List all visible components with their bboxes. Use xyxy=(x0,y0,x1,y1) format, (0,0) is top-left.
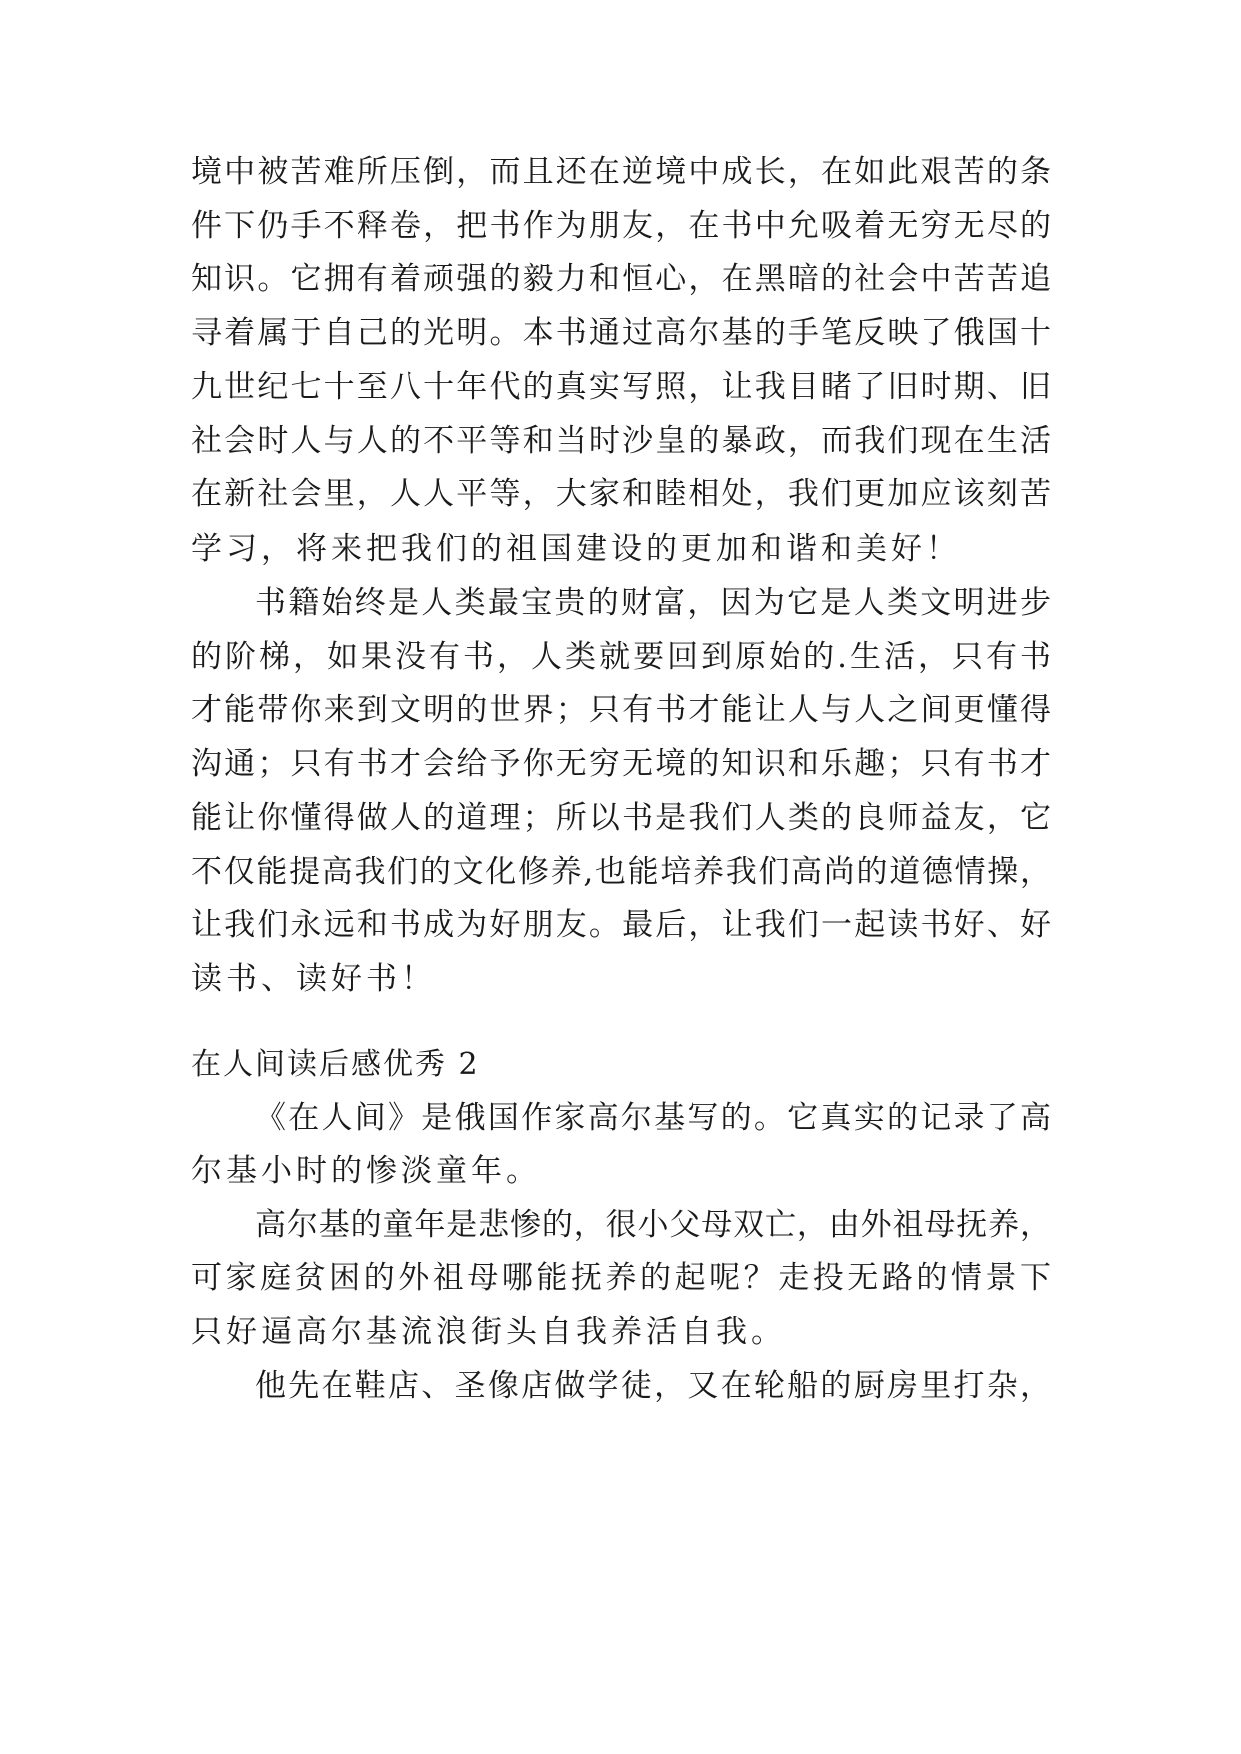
text-line: 高尔基的童年是悲惨的，很小父母双亡，由外祖母抚养， xyxy=(255,1207,1051,1243)
text-line: 在新社会里，人人平等，大家和睦相处，我们更加应该刻苦 xyxy=(191,476,1051,512)
text-line: 的阶梯，如果没有书，人类就要回到原始的.生活，只有书 xyxy=(191,639,1051,675)
text-line: 寻着属于自己的光明。本书通过高尔基的手笔反映了俄国十 xyxy=(191,315,1051,351)
text-line: 可家庭贫困的外祖母哪能抚养的起呢？走投无路的情景下 xyxy=(191,1260,1051,1296)
text-line: 不仅能提高我们的文化修养,也能培养我们高尚的道德情操， xyxy=(191,854,1051,890)
text-line: 学习，将来把我们的祖国建设的更加和谐和美好！ xyxy=(191,531,961,567)
text-line: 社会时人与人的不平等和当时沙皇的暴政，而我们现在生活 xyxy=(191,423,1051,459)
section-heading: 在人间读后感优秀 2 xyxy=(191,1047,480,1082)
text-line: 尔基小时的惨淡童年。 xyxy=(191,1153,541,1189)
text-line: 沟通；只有书才会给予你无穷无境的知识和乐趣；只有书才 xyxy=(191,746,1051,782)
text-line: 读书、读好书！ xyxy=(191,961,436,997)
text-line: 才能带你来到文明的世界；只有书才能让人与人之间更懂得 xyxy=(191,692,1051,728)
text-line: 只好逼高尔基流浪街头自我养活自我。 xyxy=(191,1314,786,1350)
text-line: 《在人间》是俄国作家高尔基写的。它真实的记录了高 xyxy=(255,1100,1051,1136)
text-line: 让我们永远和书成为好朋友。最后，让我们一起读书好、好 xyxy=(191,907,1051,943)
text-line: 境中被苦难所压倒，而且还在逆境中成长，在如此艰苦的条 xyxy=(191,154,1051,190)
text-line: 他先在鞋店、圣像店做学徒，又在轮船的厨房里打杂， xyxy=(255,1368,1051,1404)
text-line: 能让你懂得做人的道理；所以书是我们人类的良师益友，它 xyxy=(191,800,1051,836)
text-line: 九世纪七十至八十年代的真实写照，让我目睹了旧时期、旧 xyxy=(191,369,1051,405)
text-line: 知识。它拥有着顽强的毅力和恒心，在黑暗的社会中苦苦追 xyxy=(191,261,1051,297)
text-line: 件下仍手不释卷，把书作为朋友，在书中允吸着无穷无尽的 xyxy=(191,208,1051,244)
text-line: 书籍始终是人类最宝贵的财富，因为它是人类文明进步 xyxy=(255,585,1051,621)
